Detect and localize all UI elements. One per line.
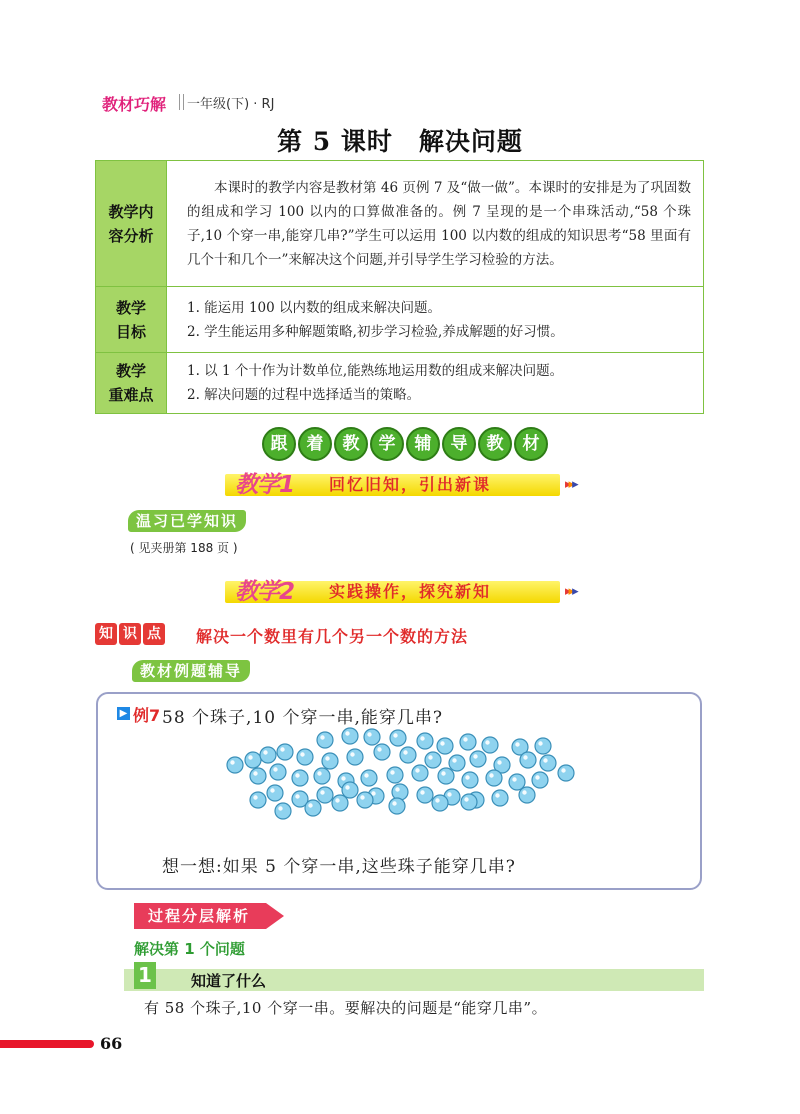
bead-highlight bbox=[300, 752, 304, 756]
review-tag: 温习已学知识 bbox=[128, 510, 246, 532]
bead-highlight bbox=[489, 773, 493, 777]
bead-highlight bbox=[335, 798, 339, 802]
bead bbox=[438, 768, 454, 784]
badge-char: 识 bbox=[119, 623, 141, 645]
row-label-line: 容分析 bbox=[108, 226, 154, 245]
step2-tag: 教学2 bbox=[235, 579, 295, 605]
bead bbox=[486, 770, 502, 786]
bead-highlight bbox=[495, 793, 499, 797]
bead bbox=[260, 747, 276, 763]
bead-highlight bbox=[435, 798, 439, 802]
bead-highlight bbox=[364, 773, 368, 777]
bead-highlight bbox=[420, 790, 424, 794]
bead bbox=[275, 803, 291, 819]
bead bbox=[482, 737, 498, 753]
heading-char: 着 bbox=[298, 427, 332, 461]
bead-highlight bbox=[270, 788, 274, 792]
bead bbox=[364, 729, 380, 745]
bead-highlight bbox=[441, 771, 445, 775]
bead bbox=[305, 800, 321, 816]
bead bbox=[461, 794, 477, 810]
bead-highlight bbox=[447, 792, 451, 796]
bead-highlight bbox=[273, 767, 277, 771]
bead-highlight bbox=[522, 790, 526, 794]
bead-highlight bbox=[278, 806, 282, 810]
think-prompt: 想一想:如果 5 个穿一串,这些珠子能穿几串? bbox=[162, 857, 516, 877]
bead-highlight bbox=[538, 741, 542, 745]
bead bbox=[449, 755, 465, 771]
bead bbox=[297, 749, 313, 765]
step1-tag: 教学1 bbox=[235, 472, 295, 498]
bead bbox=[317, 787, 333, 803]
bead-highlight bbox=[253, 795, 257, 799]
badge-char: 知 bbox=[95, 623, 117, 645]
bead bbox=[389, 798, 405, 814]
bead bbox=[492, 790, 508, 806]
bead-highlight bbox=[350, 752, 354, 756]
row-label-line: 教学 bbox=[115, 298, 146, 317]
bead-highlight bbox=[543, 758, 547, 762]
heading-char: 学 bbox=[370, 427, 404, 461]
row-label-line: 目标 bbox=[115, 322, 146, 341]
page-number: 66 bbox=[100, 1034, 123, 1053]
book-brand: 教材巧解 bbox=[102, 95, 167, 114]
bead-highlight bbox=[317, 771, 321, 775]
bead bbox=[250, 768, 266, 784]
bead bbox=[277, 744, 293, 760]
bead bbox=[470, 751, 486, 767]
step2-title: 实践操作，探究新知 bbox=[329, 582, 492, 601]
bead bbox=[519, 787, 535, 803]
badge-char: 点 bbox=[143, 623, 165, 645]
bead-highlight bbox=[230, 760, 234, 764]
bead bbox=[270, 764, 286, 780]
bead-highlight bbox=[452, 758, 456, 762]
bead-highlight bbox=[248, 755, 252, 759]
heading-char: 教 bbox=[478, 427, 512, 461]
bead-highlight bbox=[263, 750, 267, 754]
bead-highlight bbox=[253, 771, 257, 775]
bead bbox=[417, 733, 433, 749]
bead-highlight bbox=[515, 742, 519, 746]
bead-highlight bbox=[523, 755, 527, 759]
page-bar bbox=[0, 1040, 94, 1048]
bead-highlight bbox=[465, 775, 469, 779]
process-label: 过程分层解析 bbox=[148, 907, 251, 925]
bead bbox=[462, 772, 478, 788]
row-label-line: 教学 bbox=[115, 362, 146, 380]
bead-highlight bbox=[395, 787, 399, 791]
bead bbox=[267, 785, 283, 801]
bead-highlight bbox=[295, 773, 299, 777]
bead bbox=[535, 738, 551, 754]
bead-highlight bbox=[295, 794, 299, 798]
bead bbox=[387, 767, 403, 783]
lesson-title: 第 5 课时 解决问题 bbox=[277, 127, 523, 156]
bead bbox=[332, 795, 348, 811]
bead-highlight bbox=[377, 747, 381, 751]
bead-highlight bbox=[428, 755, 432, 759]
key-point-item: 2. 解决问题的过程中选择适当的策略。 bbox=[187, 387, 421, 403]
bead-highlight bbox=[440, 741, 444, 745]
bead-highlight bbox=[280, 747, 284, 751]
bead bbox=[245, 752, 261, 768]
bead bbox=[460, 734, 476, 750]
bead bbox=[437, 738, 453, 754]
bead-highlight bbox=[535, 775, 539, 779]
process-tag bbox=[134, 903, 276, 929]
bead-highlight bbox=[561, 768, 565, 772]
step1-title: 回忆旧知，引出新课 bbox=[329, 475, 492, 494]
bead-highlight bbox=[390, 770, 394, 774]
bead bbox=[361, 770, 377, 786]
bead bbox=[292, 770, 308, 786]
bead bbox=[347, 749, 363, 765]
bead-highlight bbox=[345, 785, 349, 789]
bead bbox=[392, 784, 408, 800]
bead bbox=[432, 795, 448, 811]
bead-highlight bbox=[415, 768, 419, 772]
analysis-paragraph: 本课时的教学内容是教材第 46 页例 7 及“做一做”。本课时的安排是为了巩固数的组成和学习 100 以内的口算做准备的。例 7 呈现的是一个串珠活动,“58 个珠子,10 个穿一串,能穿几串?”学生可以运用 100 以内数的组成的知识思考“58 里面有几个十和几个一”来解决这个问题,并引导学生学习检验的方法。 bbox=[187, 179, 691, 268]
bead-highlight bbox=[473, 754, 477, 758]
bead-highlight bbox=[485, 740, 489, 744]
bead bbox=[520, 752, 536, 768]
bead-highlight bbox=[345, 731, 349, 735]
heading-char: 教 bbox=[334, 427, 368, 461]
bead-highlight bbox=[420, 736, 424, 740]
bead-highlight bbox=[325, 756, 329, 760]
play-icon: ▶ bbox=[117, 707, 130, 720]
bead bbox=[314, 768, 330, 784]
bead bbox=[322, 753, 338, 769]
heading-char: 材 bbox=[514, 427, 548, 461]
bead bbox=[400, 747, 416, 763]
bead bbox=[532, 772, 548, 788]
knowledge-point-title: 解决一个数里有几个另一个数的方法 bbox=[196, 627, 469, 646]
example-tag: 教材例题辅导 bbox=[132, 660, 250, 682]
bead bbox=[509, 774, 525, 790]
heading-char: 跟 bbox=[262, 427, 296, 461]
bead-highlight bbox=[320, 790, 324, 794]
key-point-item: 1. 以 1 个十作为计数单位,能熟练地运用数的组成来解决问题。 bbox=[187, 363, 564, 379]
step-answer: 有 58 个珠子,10 个穿一串。要解决的问题是“能穿几串”。 bbox=[144, 999, 548, 1017]
bead bbox=[425, 752, 441, 768]
row-label-line: 教学内 bbox=[108, 202, 154, 221]
bead bbox=[412, 765, 428, 781]
bead-highlight bbox=[341, 776, 345, 780]
triple-arrow-icon: ▸▸▸ bbox=[565, 477, 576, 492]
bead bbox=[374, 744, 390, 760]
grade-label: 一年级(下) · RJ bbox=[187, 97, 275, 112]
triple-arrow-icon: ▸▸▸ bbox=[565, 584, 576, 599]
bead bbox=[390, 730, 406, 746]
bead bbox=[417, 787, 433, 803]
bead-highlight bbox=[512, 777, 516, 781]
bead bbox=[540, 755, 556, 771]
bead bbox=[317, 732, 333, 748]
bead-highlight bbox=[464, 797, 468, 801]
bead bbox=[227, 757, 243, 773]
bead bbox=[357, 792, 373, 808]
example-question: 58 个珠子,10 个穿一串,能穿几串? bbox=[162, 708, 443, 728]
bead-highlight bbox=[393, 733, 397, 737]
sub-problem-title: 解决第 1 个问题 bbox=[134, 940, 245, 958]
bead-highlight bbox=[497, 760, 501, 764]
example-label: 例7 bbox=[133, 706, 161, 725]
bead bbox=[342, 782, 358, 798]
bead-highlight bbox=[463, 737, 467, 741]
bead-highlight bbox=[403, 750, 407, 754]
step-number: 1 bbox=[134, 962, 156, 989]
heading-char: 导 bbox=[442, 427, 476, 461]
bead-highlight bbox=[360, 795, 364, 799]
bead-highlight bbox=[308, 803, 312, 807]
bead bbox=[342, 728, 358, 744]
review-note: ( 见夹册第 188 页 ) bbox=[130, 541, 238, 555]
step-title: 知道了什么 bbox=[191, 972, 267, 990]
bead-highlight bbox=[367, 732, 371, 736]
heading-char: 辅 bbox=[406, 427, 440, 461]
bead bbox=[558, 765, 574, 781]
bead bbox=[250, 792, 266, 808]
row-label-line: 重难点 bbox=[108, 386, 154, 404]
bead-highlight bbox=[392, 801, 396, 805]
objective-item: 1. 能运用 100 以内数的组成来解决问题。 bbox=[187, 299, 442, 316]
objective-item: 2. 学生能运用多种解题策略,初步学习检验,养成解题的好习惯。 bbox=[187, 323, 564, 340]
bead-highlight bbox=[320, 735, 324, 739]
